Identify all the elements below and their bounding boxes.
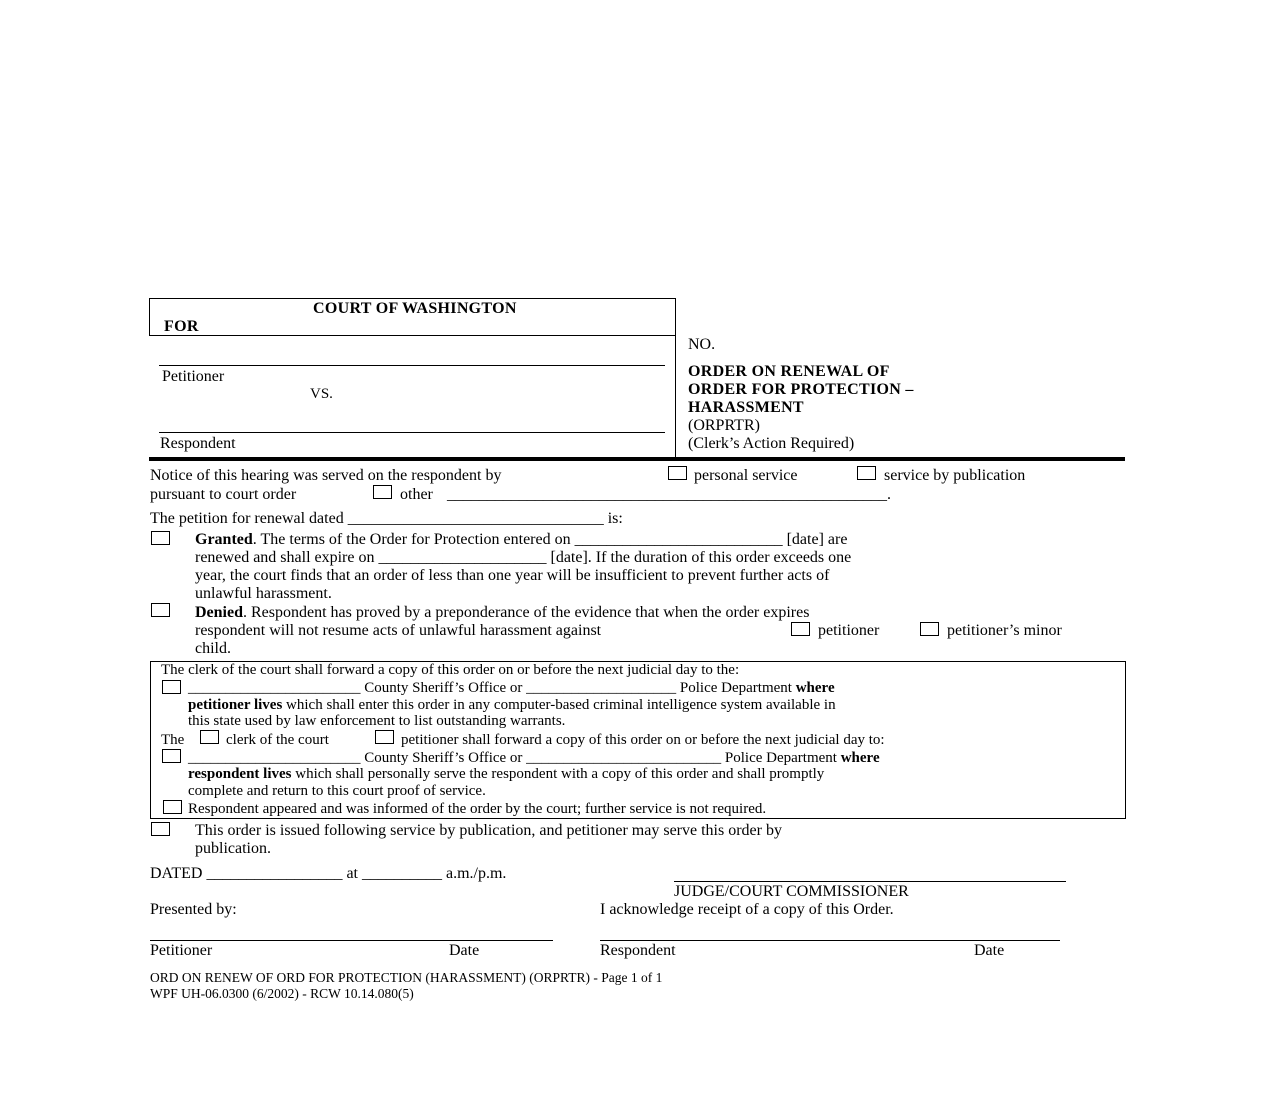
clerk-line2-where: where	[795, 680, 835, 696]
clerk-of-court-checkbox[interactable]	[200, 730, 219, 744]
petitioner-date-label: Date	[449, 942, 480, 959]
clerk-line1: The clerk of the court shall forward a copy of this order on or before the next judicial day to the:	[161, 662, 740, 678]
judge-label: JUDGE/COURT COMMISSIONER	[674, 883, 909, 900]
publication-order-checkbox[interactable]	[151, 822, 170, 836]
denied-petitioner-checkbox[interactable]	[791, 622, 810, 636]
for-label: FOR	[164, 318, 199, 335]
clerk-line6-where: where	[840, 750, 880, 766]
petition-renewal-line: The petition for renewal dated ________________________________ is:	[150, 510, 623, 527]
personal-service-label: personal service	[694, 467, 798, 484]
notice-line1	[150, 467, 501, 485]
clerk-line9: Respondent appeared and was informed of the order by the court; further service is not required.	[188, 801, 767, 817]
clerk-line6-text: _______________________ County Sheriff’s Office or __________________________ Police Department	[188, 750, 841, 766]
acknowledge-text: I acknowledge receipt of a copy of this Order.	[600, 901, 894, 918]
respondent-signature-line[interactable]	[600, 940, 1060, 941]
clerk-line3-text: which shall enter this order in any computer-based criminal intelligence system available in	[282, 697, 836, 713]
respondent-appeared-checkbox[interactable]	[163, 800, 182, 814]
sheriff-respondent-checkbox[interactable]	[162, 749, 181, 763]
order-title-line2: ORDER FOR PROTECTION –	[688, 381, 914, 398]
clerk-line5-the: The	[161, 732, 185, 748]
petitioner-signature-label: Petitioner	[150, 942, 213, 959]
denied-minor-label: petitioner’s minor	[947, 622, 1062, 639]
clerk-line3	[188, 697, 836, 714]
petitioner-label: Petitioner	[162, 368, 225, 385]
clerk-line7	[188, 766, 824, 783]
respondent-lives-text: respondent lives	[188, 766, 292, 782]
granted-line2: renewed and shall expire on _____________________ [date]. If the duration of this order exceeds one	[195, 549, 852, 566]
vs-label: VS.	[310, 386, 333, 402]
clerk-action-note: (Clerk’s Action Required)	[688, 435, 855, 452]
clerk-line7-text: which shall personally serve the respondent with a copy of this order and shall promptly	[291, 766, 825, 782]
notice-line2-text: pursuant to court order	[150, 486, 297, 503]
publication-service-checkbox[interactable]	[857, 466, 876, 480]
presented-by-label: Presented by:	[150, 901, 237, 918]
notice-line1-text: Notice of this hearing was served on the respondent by	[150, 467, 502, 484]
caption-divider	[675, 298, 676, 458]
clerk-line8: complete and return to this court proof of service.	[188, 783, 486, 799]
granted-checkbox[interactable]	[151, 531, 170, 545]
petitioner-signature-line[interactable]	[150, 940, 553, 941]
denied-line3: child.	[195, 640, 231, 657]
granted-text-1: . The terms of the Order for Protection entered on __________________________ [date] are	[252, 531, 848, 548]
petitioner-lives-text: petitioner lives	[188, 697, 283, 713]
denied-text-1: . Respondent has proved by a preponderance of the evidence that when the order expires	[243, 604, 810, 621]
footer-line2: WPF UH-06.0300 (6/2002) - RCW 10.14.080(5)	[150, 986, 414, 1001]
personal-service-checkbox[interactable]	[668, 466, 687, 480]
order-title-line3: HARASSMENT	[688, 399, 804, 416]
footer-line1: ORD ON RENEW OF ORD FOR PROTECTION (HARASSMENT) (ORPRTR) - Page 1 of 1	[150, 970, 663, 985]
denied-line1	[195, 604, 809, 622]
granted-line3: year, the court finds that an order of less than one year will be insufficient to prevent further acts of	[195, 567, 830, 584]
respondent-name-line[interactable]	[159, 432, 665, 433]
respondent-label: Respondent	[160, 435, 236, 452]
dated-line[interactable]: DATED _________________ at __________ a.m./p.m.	[150, 865, 507, 882]
clerk-of-court-label: clerk of the court	[226, 732, 329, 748]
clerk-line4: this state used by law enforcement to list outstanding warrants.	[188, 713, 566, 729]
denied-minor-checkbox[interactable]	[920, 622, 939, 636]
denied-line2: respondent will not resume acts of unlawful harassment against	[195, 622, 602, 639]
other-service-label: other	[400, 486, 433, 503]
sheriff-petitioner-checkbox[interactable]	[162, 680, 181, 694]
other-service-checkbox[interactable]	[373, 485, 392, 499]
clerk-line2-text: _______________________ County Sheriff’s Office or ____________________ Police Department	[188, 680, 796, 696]
publication-line2: publication.	[195, 840, 271, 857]
denied-label: Denied	[195, 604, 243, 621]
order-title-line1: ORDER ON RENEWAL OF	[688, 363, 890, 380]
granted-line1	[195, 531, 847, 549]
case-number-label: NO.	[688, 336, 716, 353]
respondent-date-label: Date	[974, 942, 1005, 959]
publication-service-label: service by publication	[884, 467, 1026, 484]
petitioner-forward-label: petitioner shall forward a copy of this order on or before the next judicial day to:	[401, 732, 885, 748]
form-code: (ORPRTR)	[688, 417, 760, 434]
clerk-line2	[188, 680, 835, 697]
court-title: COURT OF WASHINGTON	[313, 300, 517, 317]
publication-line1: This order is issued following service by publication, and petitioner may serve this order by	[195, 822, 782, 839]
clerk-line6	[188, 750, 880, 767]
denied-petitioner-label: petitioner	[818, 622, 880, 639]
petitioner-forward-checkbox[interactable]	[375, 730, 394, 744]
denied-checkbox[interactable]	[151, 603, 170, 617]
respondent-signature-label: Respondent	[600, 942, 676, 959]
caption-thick-rule	[149, 457, 1125, 461]
other-service-blank[interactable]: _______________________________________________________.	[447, 486, 891, 503]
petitioner-name-line[interactable]	[159, 365, 665, 366]
granted-label: Granted	[195, 531, 253, 548]
judge-signature-line[interactable]	[674, 881, 1066, 882]
granted-line4: unlawful harassment.	[195, 585, 332, 602]
